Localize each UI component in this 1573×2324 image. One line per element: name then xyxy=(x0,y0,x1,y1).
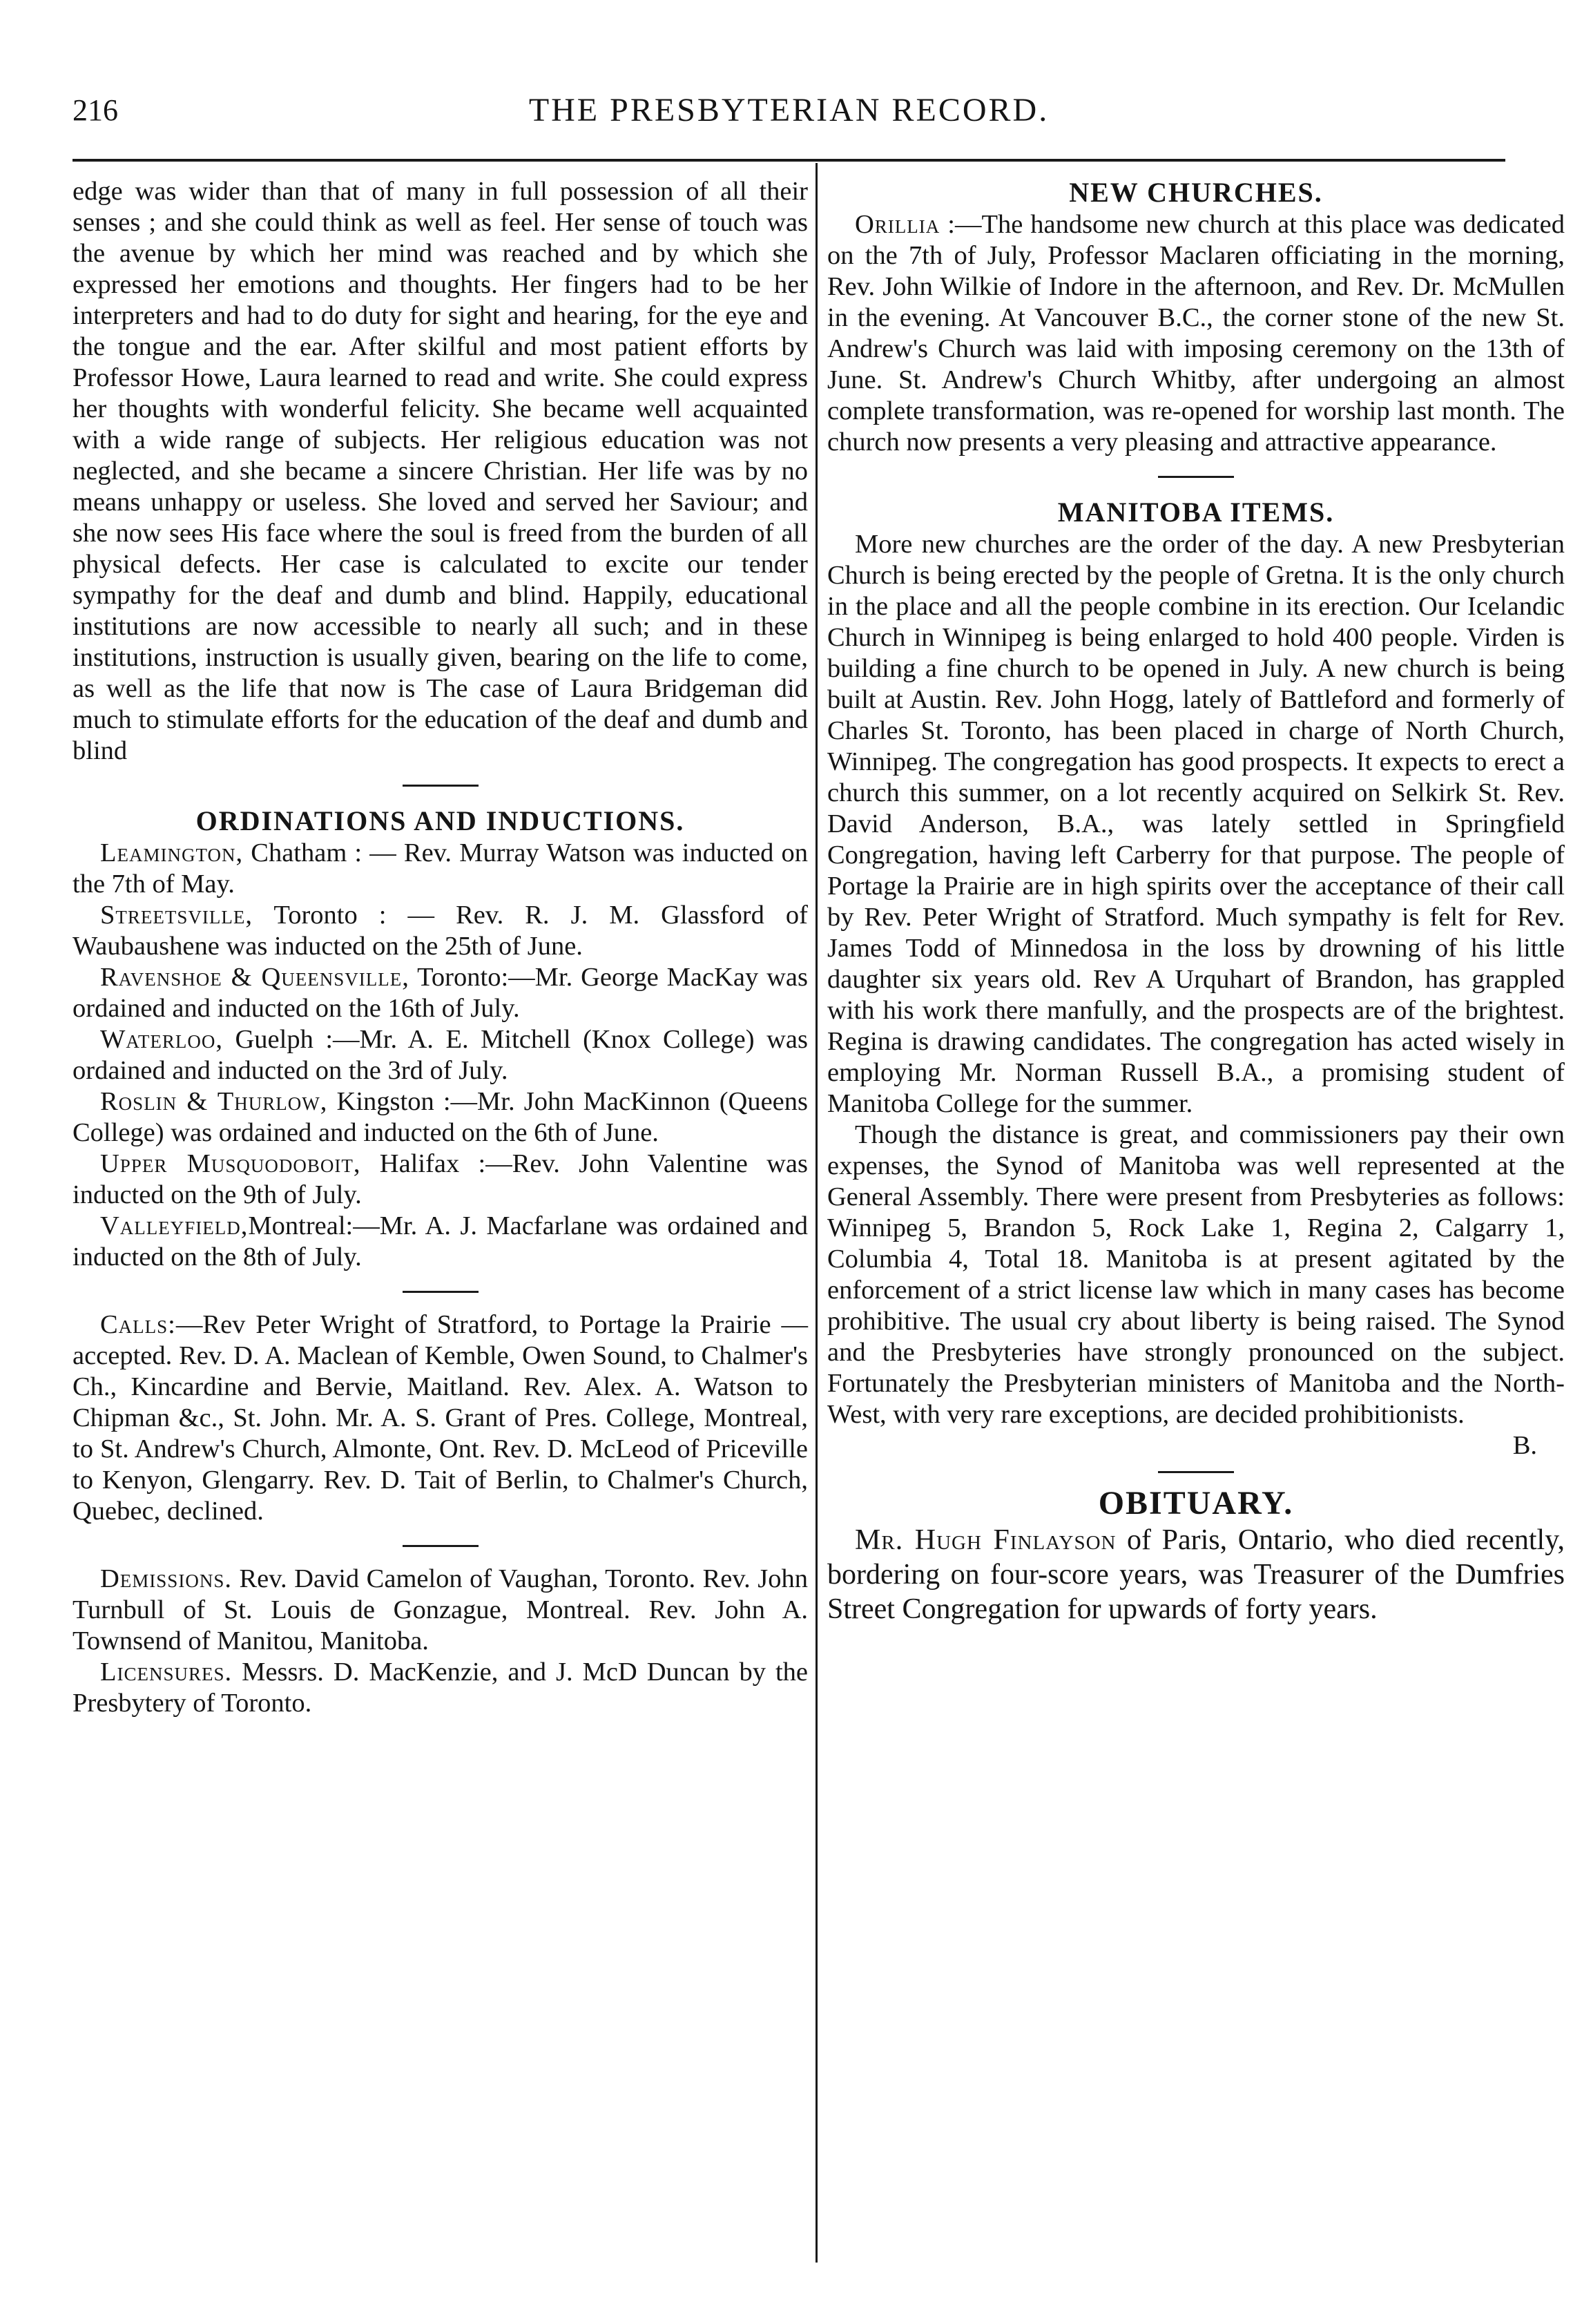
calls-text: —Rev Peter Wright of Stratford, to Portage la Prairie — accepted. Rev. D. A. Maclean of Kemble, Owen Sound, to Chalmer's Ch., Kincardine and Bervie, Maitland. Rev. Alex. A. Watson to Chipman &c., St. John. Mr. A. S. Grant of Pres. College, Montreal, to St. Andrew's Church, Almonte, Ont. Rev. D. McLeod of Priceville to Kenyon, Glengarry. Rev. D. Tait of Berlin, to Chalmer's Church, Quebec, declined. xyxy=(73,1310,808,1526)
obituary-lead: Mr. Hugh Finlayson xyxy=(855,1524,1117,1556)
ordination-place: Valleyfield, xyxy=(100,1211,249,1240)
ordinations-heading: ORDINATIONS AND INDUCTIONS. xyxy=(195,805,685,836)
header-rule xyxy=(73,159,1505,162)
ordination-place: Roslin & Thurlow, xyxy=(100,1087,328,1116)
licensures-text: Messrs. D. MacKenzie, and J. McD Duncan by the Presbytery of Toronto. xyxy=(73,1658,808,1718)
ordination-item xyxy=(73,900,808,962)
calls-paragraph xyxy=(73,1309,808,1527)
demissions-text: Rev. David Camelon of Vaughan, Toronto. Rev. John Turnbull of St. Louis de Gonzague, Montreal. Rev. John A. Townsend of Manitou, Manitoba. xyxy=(73,1564,808,1655)
obituary-heading: OBITUARY. xyxy=(1098,1485,1294,1521)
obituary-text: of Paris, Ontario, who died recently, bordering on four-score years, was Treasurer of the Dumfries Street Congregation for upwards of forty years. xyxy=(827,1524,1565,1625)
ordination-text: Toronto : — Rev. R. J. M. Glassford of Waubaushene was inducted on the 25th of June. xyxy=(73,901,808,961)
ordination-text: Guelph :—Mr. A. E. Mitchell (Knox College) was ordained and inducted on the 3rd of July. xyxy=(73,1025,808,1085)
calls-label: Calls: xyxy=(100,1310,176,1339)
section-divider xyxy=(403,1291,479,1293)
demissions-paragraph xyxy=(73,1564,808,1657)
section-divider xyxy=(403,785,479,787)
ordination-text: Montreal:—Mr. A. J. Macfarlane was ordained and inducted on the 8th of July. xyxy=(73,1211,808,1271)
ordination-place: Ravenshoe & Queensville, xyxy=(100,963,409,992)
laura-bridgeman-paragraph: edge was wider than that of many in full possession of all their senses ; and she could think as well as feel. Her sense of touch was the avenue by which her mind was reached and by which she expressed her emotions and thoughts. Her fingers had to be her interpreters and had to do duty for sight and hearing, for the eye and the tongue and the ear. After skilful and most patient efforts by Professor Howe, Laura learned to read and write. She could express her thoughts with wonderful felicity. She became well acquainted with a wide range of subjects. Her religious education was not neglected, and she became a sincere Christian. Her life was by no means unhappy or useless. She loved and served her Saviour; and she now sees His face where the soul is freed from the burden of all physical defects. Her case is calculated to excite our tender sympathy for the deaf and dumb and blind. Happily, educational institutions are now accessible to nearly all such; and in these institutions, instruction is usually given, bearing on the life to come, as well as the life that now is The case of Laura Bridgeman did much to stimulate efforts for the education of the deaf and dumb and blind xyxy=(73,177,808,765)
ordination-item xyxy=(73,1211,808,1273)
licensures-paragraph xyxy=(73,1657,808,1719)
ordination-item xyxy=(73,962,808,1024)
page-number: 216 xyxy=(73,93,118,127)
section-divider xyxy=(1158,476,1234,478)
ordination-item xyxy=(73,1024,808,1086)
licensures-label: Licensures. xyxy=(100,1658,233,1687)
signature-line xyxy=(827,1430,1565,1461)
section-divider xyxy=(1158,1471,1234,1473)
new-churches-text: :—The handsome new church at this place was dedicated on the 7th of July, Professor Maclaren officiating in the morning, Rev. John Wilkie of Indore in the afternoon, and Rev. Dr. McMullen in the evening. At Vancouver B.C., the corner stone of the new St. Andrew's Church was laid with imposing ceremony on the 13th of June. St. Andrew's Church Whitby, after undergoing an almost complete transformation, was re-opened for worship last month. The church now presents a very pleasing and attractive appearance. xyxy=(827,210,1565,457)
ordination-place: Leamington, xyxy=(100,838,244,867)
ordination-item xyxy=(73,1149,808,1211)
ordination-place: Upper Musquodoboit, xyxy=(100,1149,361,1178)
manitoba-signature: B. xyxy=(1512,1431,1537,1460)
new-churches-paragraph xyxy=(827,209,1565,458)
ordination-place: Waterloo, xyxy=(100,1025,223,1054)
page-header xyxy=(73,90,1505,138)
right-column xyxy=(827,176,1565,1626)
column-rule xyxy=(816,163,818,2263)
section-divider xyxy=(403,1545,479,1547)
ordination-text: Kingston :—Mr. John MacKinnon (Queens College) was ordained and inducted on the 6th of June. xyxy=(73,1087,808,1147)
new-churches-heading: NEW CHURCHES. xyxy=(1069,177,1323,208)
manitoba-heading: MANITOBA ITEMS. xyxy=(1057,497,1335,528)
ordination-text: Halifax :—Rev. John Valentine was inducted on the 9th of July. xyxy=(73,1149,808,1209)
ordination-place: Streetsville, xyxy=(100,901,253,930)
obituary-paragraph xyxy=(827,1523,1565,1626)
manitoba-paragraph: Though the distance is great, and commissioners pay their own expenses, the Synod of Manitoba was well represented at the General Assembly. There were present from Presbyteries as follows: Winnipeg 5, Brandon 5, Rock Lake 1, Regina 2, Calgarry 1, Columbia 4, Total 18. Manitoba is at present agitated by the enforcement of a strict license law which in many cases has become prohibitive. The usual cry about liberty is being raised. The Synod and the Presbyteries have strongly pronounced on the subject. Fortunately the Presbyterian ministers of Manitoba and the North-West, with very rare exceptions, are decided prohibitionists. xyxy=(827,1120,1565,1429)
manitoba-paragraph: More new churches are the order of the day. A new Presbyterian Church is being erected by the people of Gretna. It is the only church in the place and all the people combine in its erection. Our Icelandic Church in Winnipeg is being enlarged to hold 400 people. Virden is building a fine church to be opened in July. A new church is being built at Austin. Rev. John Hogg, lately of Battleford and formerly of Charles St. Toronto, has been placed in charge of North Church, Winnipeg. The congregation has good prospects. It expects to erect a church this summer, on a lot recently acquired on Selkirk St. Rev. David Anderson, B.A., was lately settled in Springfield Congregation, having left Carberry for that purpose. The people of Portage la Prairie are in high spirits over the acceptance of their call by Rev. Peter Wright of Stratford. Much sympathy is felt for Rev. James Todd of Minnedosa in the loss by drowning of his little daughter six years old. Rev A Urquhart of Brandon, has grappled with his work there manfully, and the prospects are of the brightest. Regina is drawing candidates. The congregation has acted wisely in employing Mr. Norman Russell B.A., a promising student of Manitoba College for the summer. xyxy=(827,530,1565,1118)
demissions-label: Demissions. xyxy=(100,1564,232,1593)
ordination-item xyxy=(73,838,808,900)
ordination-text: Chatham : — Rev. Murray Watson was inducted on the 7th of May. xyxy=(73,838,808,899)
ordination-item xyxy=(73,1086,808,1149)
ordination-text: Toronto:—Mr. George MacKay was ordained and inducted on the 16th of July. xyxy=(73,963,808,1023)
new-churches-lead: Orillia xyxy=(855,210,940,239)
left-column xyxy=(73,176,808,1719)
page-title: THE PRESBYTERIAN RECORD. xyxy=(528,92,1050,128)
